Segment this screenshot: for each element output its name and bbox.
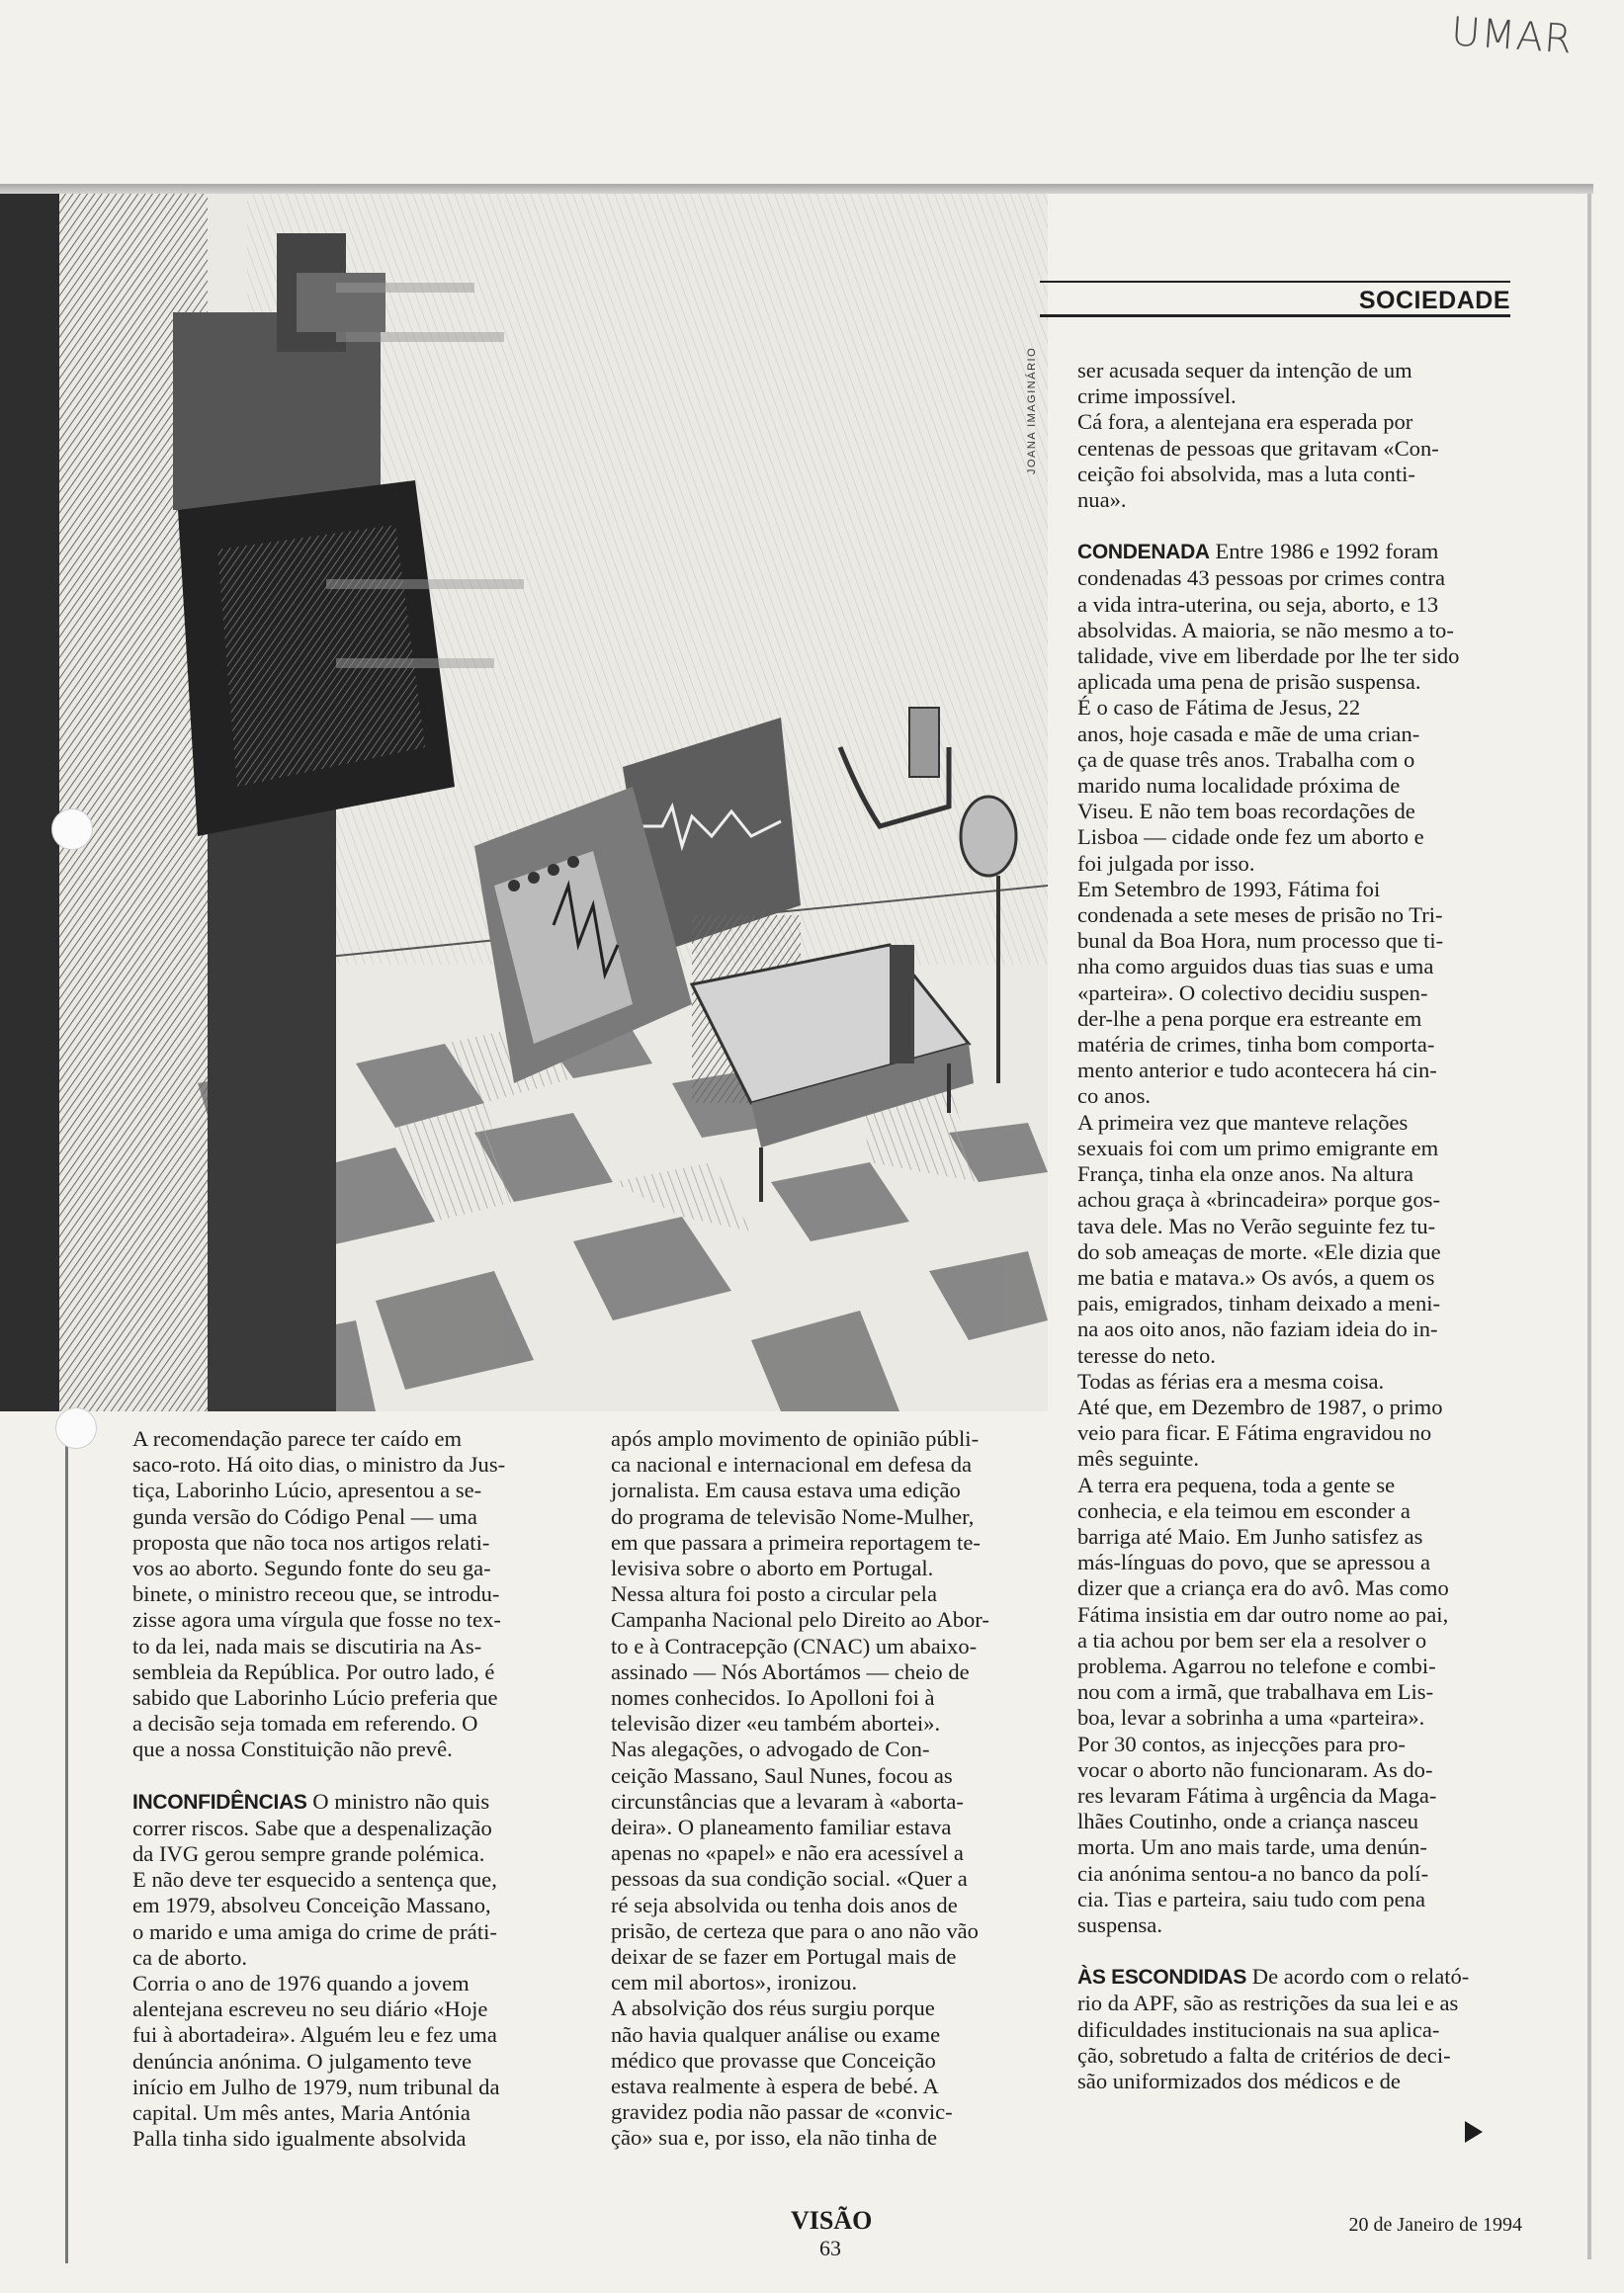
text-line: más-línguas do povo, que se apressou a — [1077, 1550, 1431, 1575]
text-line: em que passara a primeira reportagem te- — [611, 1529, 981, 1555]
paragraph-gap — [132, 1763, 583, 1789]
text-line: condenadas 43 pessoas por crimes contra — [1077, 565, 1446, 591]
text-line: estava realmente à espera de bebé. A — [611, 2074, 939, 2099]
text-line: prisão, de certeza que para o ano não vão — [611, 1917, 979, 1943]
subheading-lead: ÀS ESCONDIDAS — [1077, 1966, 1247, 1990]
text-line: ça de quase três anos. Trabalha com o — [1077, 746, 1415, 772]
text-line: É o caso de Fátima de Jesus, 22 — [1077, 695, 1361, 721]
text-line: A absolvição dos réus surgiu porque — [611, 1996, 935, 2021]
text-line: o marido e uma amiga do crime de práti- — [132, 1918, 497, 1944]
text-line: médico que provasse que Conceição — [611, 2047, 936, 2073]
text-line: A primeira vez que manteve relações — [1077, 1109, 1409, 1135]
text-line: nua». — [1077, 487, 1127, 513]
text-line: a decisão seja tomada em referendo. O — [132, 1711, 478, 1737]
punch-hole-top — [51, 808, 93, 850]
text-line: denúncia anónima. O julgamento teve — [132, 2048, 472, 2074]
text-line: «parteira». O colectivo decidiu suspen- — [1077, 979, 1428, 1005]
text-line: França, tinha ela onze anos. Na altura — [1077, 1161, 1414, 1187]
text-line: condenada a sete meses de prisão no Tri- — [1077, 902, 1443, 928]
text-line: deixar de se fazer em Portugal mais de — [611, 1944, 957, 1970]
text-line: anos, hoje casada e mãe de uma crian- — [1077, 721, 1420, 746]
text-line: apenas no «papel» e não era acessível a — [611, 1840, 964, 1866]
page-number: 63 — [819, 2236, 841, 2260]
text-line: problema. Agarrou no telefone e combi- — [1077, 1653, 1436, 1678]
text-line: nha como arguidos duas tias suas e uma — [1077, 954, 1434, 979]
text-line: pessoas da sua condição social. «Quer a — [611, 1866, 968, 1892]
text-line: Corria o ano de 1976 quando a jovem — [132, 1971, 470, 1996]
page-top-border — [0, 184, 1593, 194]
section-rule-top — [1040, 281, 1510, 283]
text-line: barriga até Maio. Em Junho satisfez as — [1077, 1523, 1423, 1549]
text-line: dificuldades institucionais na sua aplica- — [1077, 2016, 1440, 2042]
text-line: marido numa localidade próxima de — [1077, 773, 1401, 799]
text-line: proposta que não toca nos artigos relati- — [132, 1529, 490, 1555]
text-line: Viseu. E não tem boas recordações de — [1077, 799, 1415, 824]
subheading-lead: INCONFIDÊNCIAS — [132, 1790, 307, 1814]
text-line: dizer que a criança era do avô. Mas como — [1077, 1575, 1449, 1601]
text-line: veio para ficar. E Fátima engravidou no — [1077, 1420, 1432, 1446]
text-line: ceição foi absolvida, mas a luta conti- — [1077, 461, 1415, 486]
text-line: sembleia da República. Por outro lado, é — [132, 1658, 495, 1684]
punch-hole-bottom — [55, 1407, 97, 1449]
text-line: Nessa altura foi posto a circular pela — [611, 1581, 937, 1607]
text-line: fui à abortadeira». Alguém leu e fez uma — [132, 2022, 497, 2048]
text-line: televisão dizer «eu também abortei». — [611, 1711, 941, 1737]
text-line — [1077, 539, 1522, 565]
text-line: crime impossível. — [1077, 383, 1237, 409]
text-line: ção, sobretudo a falta de critérios de deci- — [1077, 2042, 1451, 2068]
article-column-2 — [611, 1426, 1050, 2152]
text-line: na aos oito anos, não faziam ideia do in- — [1077, 1316, 1438, 1342]
text-line-continuation: De acordo com o relató- — [1246, 1964, 1470, 1990]
photo-credit: JOANA IMAGINÁRIO — [1026, 346, 1038, 474]
text-line: cia anónima sentou-a no banco da polí- — [1077, 1860, 1429, 1886]
text-line: início em Julho de 1979, num tribunal da — [132, 2074, 500, 2099]
text-line: tiça, Laborinho Lúcio, apresentou a se- — [132, 1478, 482, 1503]
text-line: tava dele. Mas no Verão seguinte fez tu- — [1077, 1213, 1436, 1238]
issue-date: 20 de Janeiro de 1994 — [1348, 2214, 1522, 2236]
text-line: achou graça à «brincadeira» porque gos- — [1077, 1187, 1440, 1213]
text-line: Palla tinha sido igualmente absolvida — [132, 2126, 467, 2152]
text-line: matéria de crimes, tinha bom comporta- — [1077, 1032, 1435, 1058]
text-line: saco-roto. Há oito dias, o ministro da Jus- — [132, 1452, 506, 1478]
subheading-lead: CONDENADA — [1077, 541, 1210, 564]
text-line: ção» sua e, por isso, ela não tinha de — [611, 2125, 938, 2151]
text-line: aplicada uma pena de prisão suspensa. — [1077, 669, 1421, 695]
text-line: vos ao aborto. Segundo fonte do seu ga- — [132, 1556, 491, 1581]
text-line: ca de aborto. — [132, 1944, 248, 1970]
text-line: deira». O planeamento familiar estava — [611, 1815, 952, 1840]
text-line: a tia achou por bem ser ela a resolver o — [1077, 1627, 1427, 1653]
text-line: boa, levar a sobrinha a uma «parteira». — [1077, 1705, 1425, 1731]
text-line: A terra era pequena, toda a gente se — [1077, 1472, 1396, 1497]
text-line: cem mil abortos», ironizou. — [611, 1970, 858, 1996]
text-line: foi julgada por isso. — [1077, 850, 1255, 876]
illustration — [0, 194, 1048, 1411]
text-line: Em Setembro de 1993, Fátima foi — [1077, 876, 1381, 901]
text-line: co anos. — [1077, 1083, 1152, 1109]
text-line: capital. Um mês antes, Maria Antónia — [132, 2100, 470, 2126]
text-line: mês seguinte. — [1077, 1446, 1199, 1472]
text-line: morta. Um ano mais tarde, uma denún- — [1077, 1834, 1427, 1860]
text-line: A recomendação parece ter caído em — [132, 1426, 463, 1451]
text-line: ceição Massano, Saul Nunes, focou as — [611, 1762, 953, 1788]
text-line: teresse do neto. — [1077, 1342, 1216, 1368]
text-line: nou com a irmã, que trabalhava em Lis- — [1077, 1679, 1434, 1705]
text-line: pais, emigrados, tinham deixado a meni- — [1077, 1291, 1441, 1316]
article-column-3 — [1077, 358, 1522, 2094]
text-line: Fátima insistia em dar outro nome ao pai, — [1077, 1601, 1449, 1627]
paragraph-gap — [1077, 513, 1522, 539]
handwritten-note: UMAR — [1449, 9, 1575, 63]
text-line: Cá fora, a alentejana era esperada por — [1077, 409, 1413, 435]
section-label: SOCIEDADE — [1358, 287, 1510, 314]
text-line: do programa de televisão Nome-Mulher, — [611, 1503, 975, 1529]
text-line: circunstâncias que a levaram à «aborta- — [611, 1788, 964, 1814]
article-column-1 — [132, 1426, 583, 2152]
text-line: lhães Coutinho, onde a criança nasceu — [1077, 1809, 1419, 1834]
text-line — [1077, 1964, 1522, 1991]
text-line: ré seja absolvida ou tenha dois anos de — [611, 1892, 958, 1917]
text-line: assinado — Nós Abortámos — cheio de — [611, 1658, 970, 1684]
text-line: levisiva sobre o aborto em Portugal. — [611, 1556, 934, 1581]
text-line: bunal da Boa Hora, num processo que ti- — [1077, 928, 1444, 954]
text-line: me batia e matava.» Os avós, a quem os — [1077, 1264, 1435, 1290]
text-line: Todas as férias era a mesma coisa. — [1077, 1368, 1385, 1394]
text-line: Até que, em Dezembro de 1987, o primo — [1077, 1394, 1443, 1419]
text-line: cia. Tias e parteira, saiu tudo com pena — [1077, 1886, 1425, 1911]
paragraph-gap — [1077, 1938, 1522, 1964]
text-line: correr riscos. Sabe que a despenalização — [132, 1815, 492, 1840]
text-line: suspensa. — [1077, 1911, 1162, 1937]
text-line: binete, o ministro receou que, se introdu- — [132, 1581, 500, 1607]
text-line: rio da APF, são as restrições da sua lei e as — [1077, 1991, 1459, 2016]
text-line: alentejana escreveu no seu diário «Hoje — [132, 1996, 488, 2022]
page-right-border — [1587, 194, 1591, 2259]
text-line: sabido que Laborinho Lúcio preferia que — [132, 1685, 498, 1711]
text-line: são uniformizados dos médicos e de — [1077, 2069, 1401, 2093]
magazine-name: VISÃO — [791, 2206, 873, 2235]
text-line: gunda versão do Código Penal — uma — [132, 1503, 477, 1529]
text-line: ser acusada sequer da intenção de um — [1077, 358, 1412, 382]
continue-arrow-icon — [1465, 2121, 1483, 2143]
text-line: ca nacional e internacional em defesa da — [611, 1452, 973, 1478]
text-line: mento anterior e tudo acontecera há cin- — [1077, 1058, 1437, 1083]
text-line: após amplo movimento de opinião públi- — [611, 1426, 980, 1451]
text-line: absolvidas. A maioria, se não mesmo a to- — [1077, 617, 1454, 642]
text-line: Nas alegações, o advogado de Con- — [611, 1737, 930, 1762]
text-line: gravidez podia não passar de «convic- — [611, 2099, 953, 2125]
text-line: der-lhe a pena porque era estreante em — [1077, 1005, 1422, 1031]
text-line: não havia qualquer análise ou exame — [611, 2021, 941, 2047]
text-line: sexuais foi com um primo emigrante em — [1077, 1135, 1439, 1160]
section-rule-bottom — [1040, 314, 1510, 317]
text-line: vocar o aborto não funcionaram. As do- — [1077, 1756, 1433, 1782]
text-line — [132, 1789, 583, 1816]
text-line: da IVG gerou sempre grande polémica. — [132, 1841, 485, 1867]
text-line: to da lei, nada mais se discutiria na As- — [132, 1633, 482, 1658]
column-rule — [65, 1413, 68, 2263]
text-line: zisse agora uma vírgula que fosse no tex- — [132, 1607, 501, 1633]
text-line: do sob ameaças de morte. «Ele dizia que — [1077, 1238, 1441, 1264]
text-line: Lisboa — cidade onde fez um aborto e — [1077, 824, 1424, 850]
text-line: jornalista. Em causa estava uma edição — [611, 1478, 961, 1503]
text-line: Por 30 contos, as injecções para pro- — [1077, 1731, 1406, 1756]
text-line-continuation: Entre 1986 e 1992 foram — [1209, 539, 1439, 564]
text-line: que a nossa Constituição não prevê. — [132, 1737, 453, 1762]
text-line: nomes conhecidos. Io Apolloni foi à — [611, 1685, 935, 1711]
text-line: conhecia, e ela teimou em esconder a — [1077, 1497, 1410, 1523]
text-line: E não deve ter esquecido a sentença que, — [132, 1867, 497, 1893]
text-line-continuation: O ministro não quis — [306, 1788, 490, 1814]
text-line: em 1979, absolveu Conceição Massano, — [132, 1893, 491, 1918]
text-line: Campanha Nacional pelo Direito ao Abor- — [611, 1607, 989, 1633]
text-line: centenas de pessoas que gritavam «Con- — [1077, 435, 1439, 461]
text-line: to e à Contracepção (CNAC) um abaixo- — [611, 1633, 978, 1658]
text-line: talidade, vive em liberdade por lhe ter sido — [1077, 643, 1460, 669]
text-line: a vida intra-uterina, ou seja, aborto, e 13 — [1077, 591, 1439, 617]
text-line: res levaram Fátima à urgência da Maga- — [1077, 1782, 1437, 1808]
